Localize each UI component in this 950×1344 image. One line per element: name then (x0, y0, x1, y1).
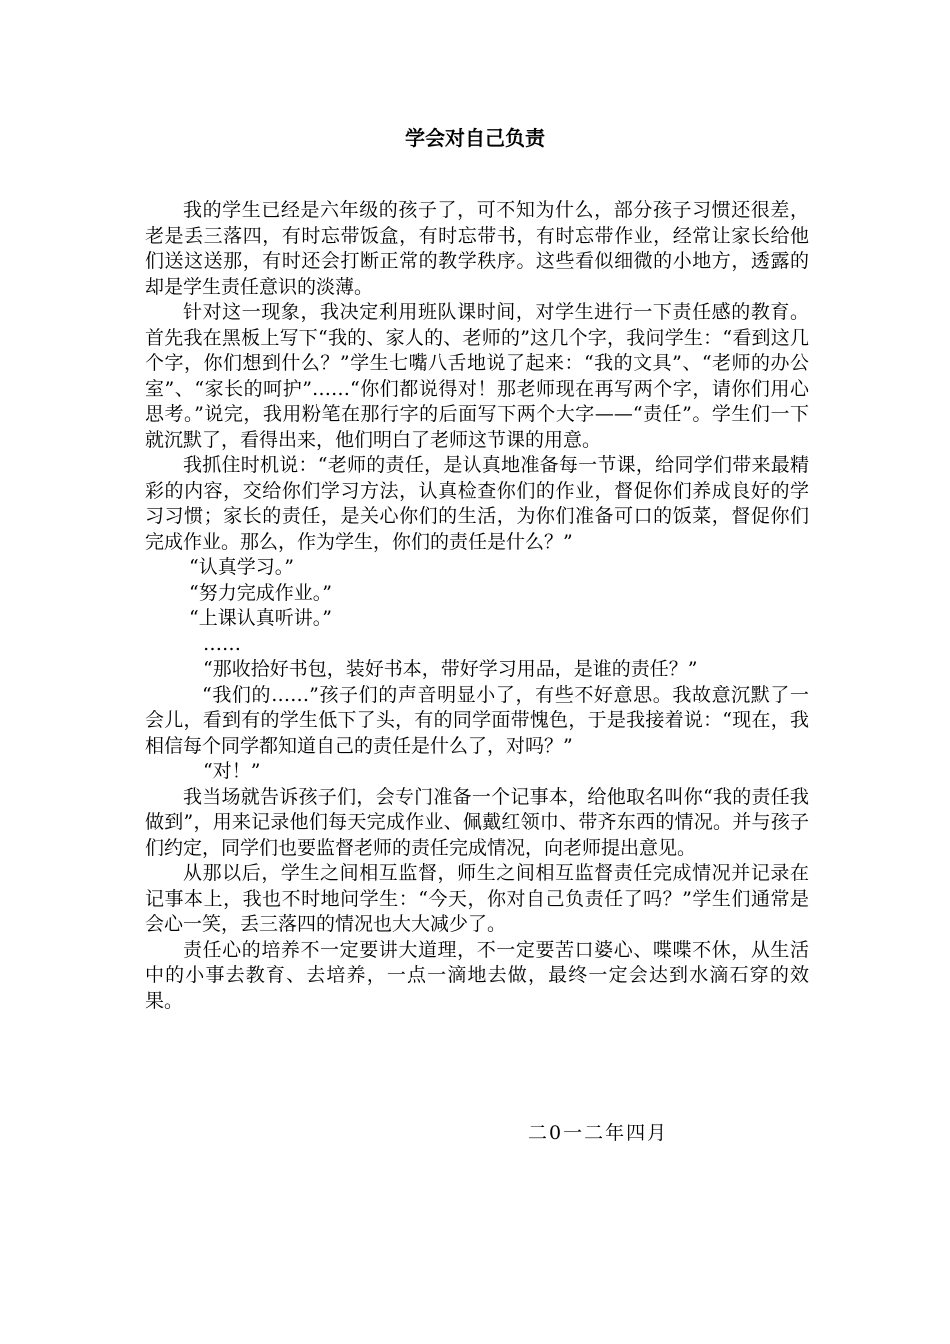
question-line: “那收拾好书包，装好书本，带好学习用品，是谁的责任？” (203, 658, 698, 680)
document-date: 二0一二年四月 (528, 1122, 669, 1144)
document-body (145, 198, 809, 1014)
paragraph-1: 我的学生已经是六年级的孩子了，可不知为什么，部分孩子习惯还很差，老是丢三落四，有时忘带饭盒，有时忘带书，有时忘带作业，经常让家长给他们送这送那，有时还会打断正常的教学秩序。这些看似细微的小地方，透露的却是学生责任意识的淡薄。 (145, 199, 809, 298)
quote-homework: “努力完成作业。” (189, 581, 332, 604)
paragraph-we: “我们的……”孩子们的声音明显小了，有些不好意思。我故意沉默了一会儿，看到有的学生低下了头，有的同学面带愧色，于是我接着说：“现在，我相信每个同学都知道自己的责任是什么了，对吗？” (145, 683, 809, 757)
paragraph-supervise: 从那以后，学生之间相互监督，师生之间相互监督责任完成情况并记录在记事本上，我也不时地问学生：“今天，你对自己负责任了吗？”学生们通常是会心一笑，丢三落四的情况也大大减少了。 (145, 862, 809, 935)
document-title: 学会对自己负责 (405, 126, 545, 150)
answer-line: “对！” (203, 760, 261, 782)
paragraph-notebook: 我当场就告诉孩子们，会专门准备一个记事本，给他取名叫你“我的责任我做到”，用来记录他们每天完成作业、佩戴红领巾、带齐东西的情况。并与孩子们约定，同学们也要监督老师的责任完成情况，向老师提出意见。 (145, 785, 809, 859)
paragraph-conclusion: 责任心的培养不一定要讲大道理，不一定要苦口婆心、喋喋不休，从生活中的小事去教育、去培养，一点一滴地去做，最终一定会达到水滴石穿的效果。 (145, 938, 809, 1012)
paragraph-2: 针对这一现象，我决定利用班队课时间，对学生进行一下责任感的教育。首先我在黑板上写下“我的、家人的、老师的”这几个字，我问学生：“看到这几个字，你们想到什么？”学生七嘴八舌地说了起来：“我的文具”、“老师的办公室”、“家长的呵护”……“你们都说得对！那老师现在再写两个字，请你们用心思考。”说完，我用粉笔在那行字的后面写下两个大字——“责任”。学生们一下就沉默了，看得出来，他们明白了老师这节课的用意。 (145, 301, 809, 451)
quote-study: “认真学习。” (189, 556, 294, 578)
ellipsis-line: …… (203, 632, 241, 655)
quote-listen: “上课认真听讲。” (189, 607, 332, 629)
paragraph-3: 我抓住时机说：“老师的责任，是认真地准备每一节课，给同学们带来最精彩的内容，交给你们学习方法，认真检查你们的作业，督促你们养成良好的学习习惯；家长的责任，是关心你们的生活，为你们准备可口的饭菜，督促你们完成作业。那么，作为学生，你们的责任是什么？” (145, 454, 809, 553)
